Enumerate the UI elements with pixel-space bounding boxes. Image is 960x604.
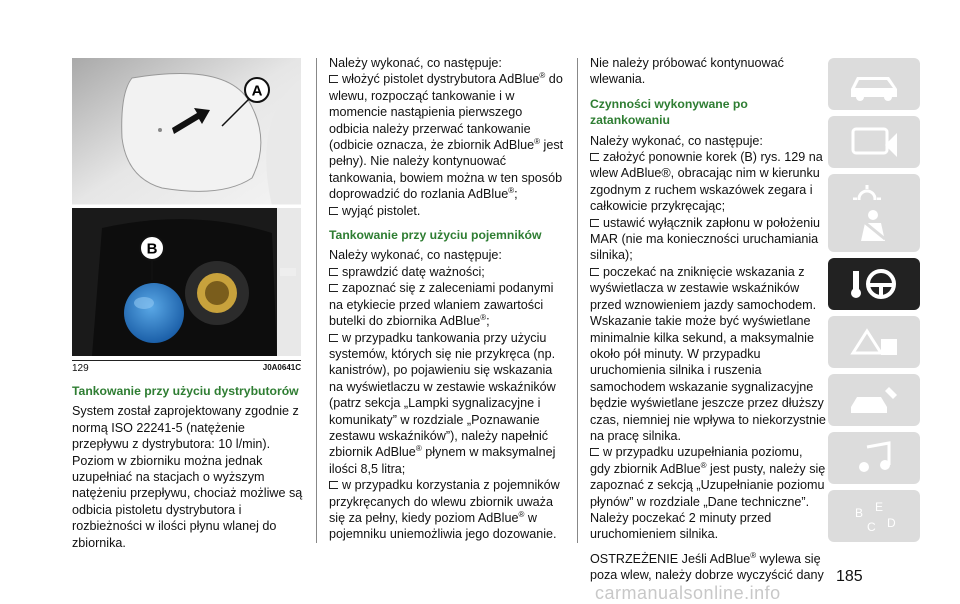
paragraph: System został zaprojektowany zgodnie z normą ISO 22241-5 (natężenie przepływu z dystrybutora: 10 l/min). Poziom w zbiorniku można jednak uzupełniać na stacjach o wyższym natężeniu przepływu, chociaż możliwe są odbicia pistoletu dystrybutora i rozbieżności w ilości płynu wlanej do zbiornika. xyxy=(72,404,303,550)
bullet-icon xyxy=(590,153,599,161)
list-item: sprawdzić datę ważności; xyxy=(329,264,565,280)
list-item: w przypadku korzystania z pojemników przykręcanych do wlewu zbiornik uważa się za pełny, kiedy poziom AdBlue® w pojemniku uniemożliwia jego dozowanie. xyxy=(329,478,560,542)
tab-car-dashboard[interactable] xyxy=(828,58,920,110)
seatbelt-icon xyxy=(845,207,903,245)
bullet-icon xyxy=(329,207,338,215)
bullet-icon xyxy=(590,219,599,227)
list-item: w przypadku tankowania przy użyciu systemów, których się nie przykręca (np. kanistrów), po pojawieniu się wskazania na wyświetlaczu w zestawie wskaźników (patrz sekcja „Lampki sygnalizacyjne i komunikaty” w rozdziale „Poznawanie zestawu wskaźników”), należy napełnić zbiornik AdBlue® płynem w maksymalnej ilości 8,5 litra; xyxy=(329,330,556,476)
tab-emergency[interactable] xyxy=(828,316,920,368)
section-heading: Tankowanie przy użyciu dystrybutorów xyxy=(72,384,299,398)
list-item: poczekać na zniknięcie wskazania z wyświetlacza w zestawie wskaźników przed wznowieniem jazdy samochodem. Wskazanie takie może być wyświetlane minimalnie kilka sekund, a maksymalnie około pół minuty. W przypadku uruchomienia silnika i ruszenia samochodem wskazanie sygnalizacyjne będzie wyświetlane jeszcze przez dłuższy czas, niemniej nie wpływa to niekorzystnie na pracę silnika. xyxy=(590,264,826,443)
tab-multimedia[interactable] xyxy=(828,432,920,484)
list-item: zapoznać się z zaleceniami podanymi na etykiecie przed wlaniem zawartości butelki do zbiornika AdBlue®; xyxy=(329,281,554,329)
warning-paragraph: OSTRZEŻENIE Jeśli AdBlue® wylewa się poza wlew, należy dobrze wyczyścić dany xyxy=(590,550,824,583)
tab-warning-lights[interactable] xyxy=(828,116,920,168)
column-2 xyxy=(329,55,565,543)
paragraph: Należy wykonać, co następuje: xyxy=(329,56,502,70)
steering-key-icon xyxy=(845,265,903,303)
column-divider xyxy=(316,58,317,543)
tab-index[interactable] xyxy=(828,490,920,542)
caption-rule xyxy=(72,360,301,361)
bullet-icon xyxy=(329,284,338,292)
warning-light-icon xyxy=(845,123,903,161)
paragraph: Nie należy próbować kontynuować wlewania. xyxy=(590,56,784,87)
svg-text:B: B xyxy=(855,506,864,520)
figure-129 xyxy=(72,58,301,356)
bullet-icon xyxy=(590,448,599,456)
column-3 xyxy=(590,55,826,584)
column-1 xyxy=(72,383,304,551)
list-item: w przypadku uzupełniania poziomu, gdy zbiornik AdBlue® jest pusty, należy się zapoznać z sekcją „Uzupełnianie poziomu płynów” w rozdziale „Dane techniczne”. Należy poczekać 2 minuty przed uruchomieniem silnika. xyxy=(590,445,826,542)
watermark: carmanualsonline.info xyxy=(595,583,781,603)
list-item: włożyć pistolet dystrybutora AdBlue® do wlewu, rozpocząć tankowanie i w momencie nastąpienia pierwszego odbicia należy przerwać tankowanie (odbicie oznacza, że zbiornik AdBlue® jest pełny). Nie należy kontynuować tankowania, bowiem można w ten sposób doprowadzić do rozlania AdBlue®; xyxy=(329,71,564,202)
list-item: założyć ponownie korek (B) rys. 129 na wlew AdBlue®, obracając nim w kierunku zgodnym z ruchem wskazówek zegara i całkowicie przykręcając; xyxy=(590,150,823,214)
alphabet-icon xyxy=(845,497,903,535)
music-note-icon xyxy=(845,439,903,477)
figure-number: 129 xyxy=(72,363,89,374)
paragraph: Należy wykonać, co następuje: xyxy=(590,133,763,148)
section-heading: Tankowanie przy użyciu pojemników xyxy=(329,228,542,243)
tab-maintenance[interactable] xyxy=(828,374,920,426)
paragraph: Należy wykonać, co następuje: xyxy=(329,248,502,263)
bullet-icon xyxy=(590,268,599,276)
label-a: A xyxy=(251,82,263,100)
svg-text:D: D xyxy=(887,516,896,530)
tab-starting-driving[interactable] xyxy=(828,258,920,310)
list-item: wyjąć pistolet. xyxy=(329,203,565,219)
page-number: 185 xyxy=(836,568,863,585)
tab-safety[interactable] xyxy=(828,200,920,252)
svg-text:C: C xyxy=(867,520,876,534)
section-heading: Czynności wykonywane po zatankowaniu xyxy=(590,96,748,128)
emergency-triangle-icon xyxy=(845,323,903,361)
car-icon xyxy=(845,65,903,103)
bullet-icon xyxy=(329,75,338,83)
wrench-car-icon xyxy=(845,381,903,419)
bullet-icon xyxy=(329,481,338,489)
svg-text:E: E xyxy=(875,500,884,514)
label-b: B xyxy=(146,240,158,258)
list-item: ustawić wyłącznik zapłonu w położeniu MAR (nie ma konieczności uruchamiania silnika); xyxy=(590,215,821,263)
column-divider xyxy=(577,58,578,543)
bullet-icon xyxy=(329,268,338,276)
bullet-icon xyxy=(329,334,338,342)
figure-code: J0A0641C xyxy=(262,363,301,372)
